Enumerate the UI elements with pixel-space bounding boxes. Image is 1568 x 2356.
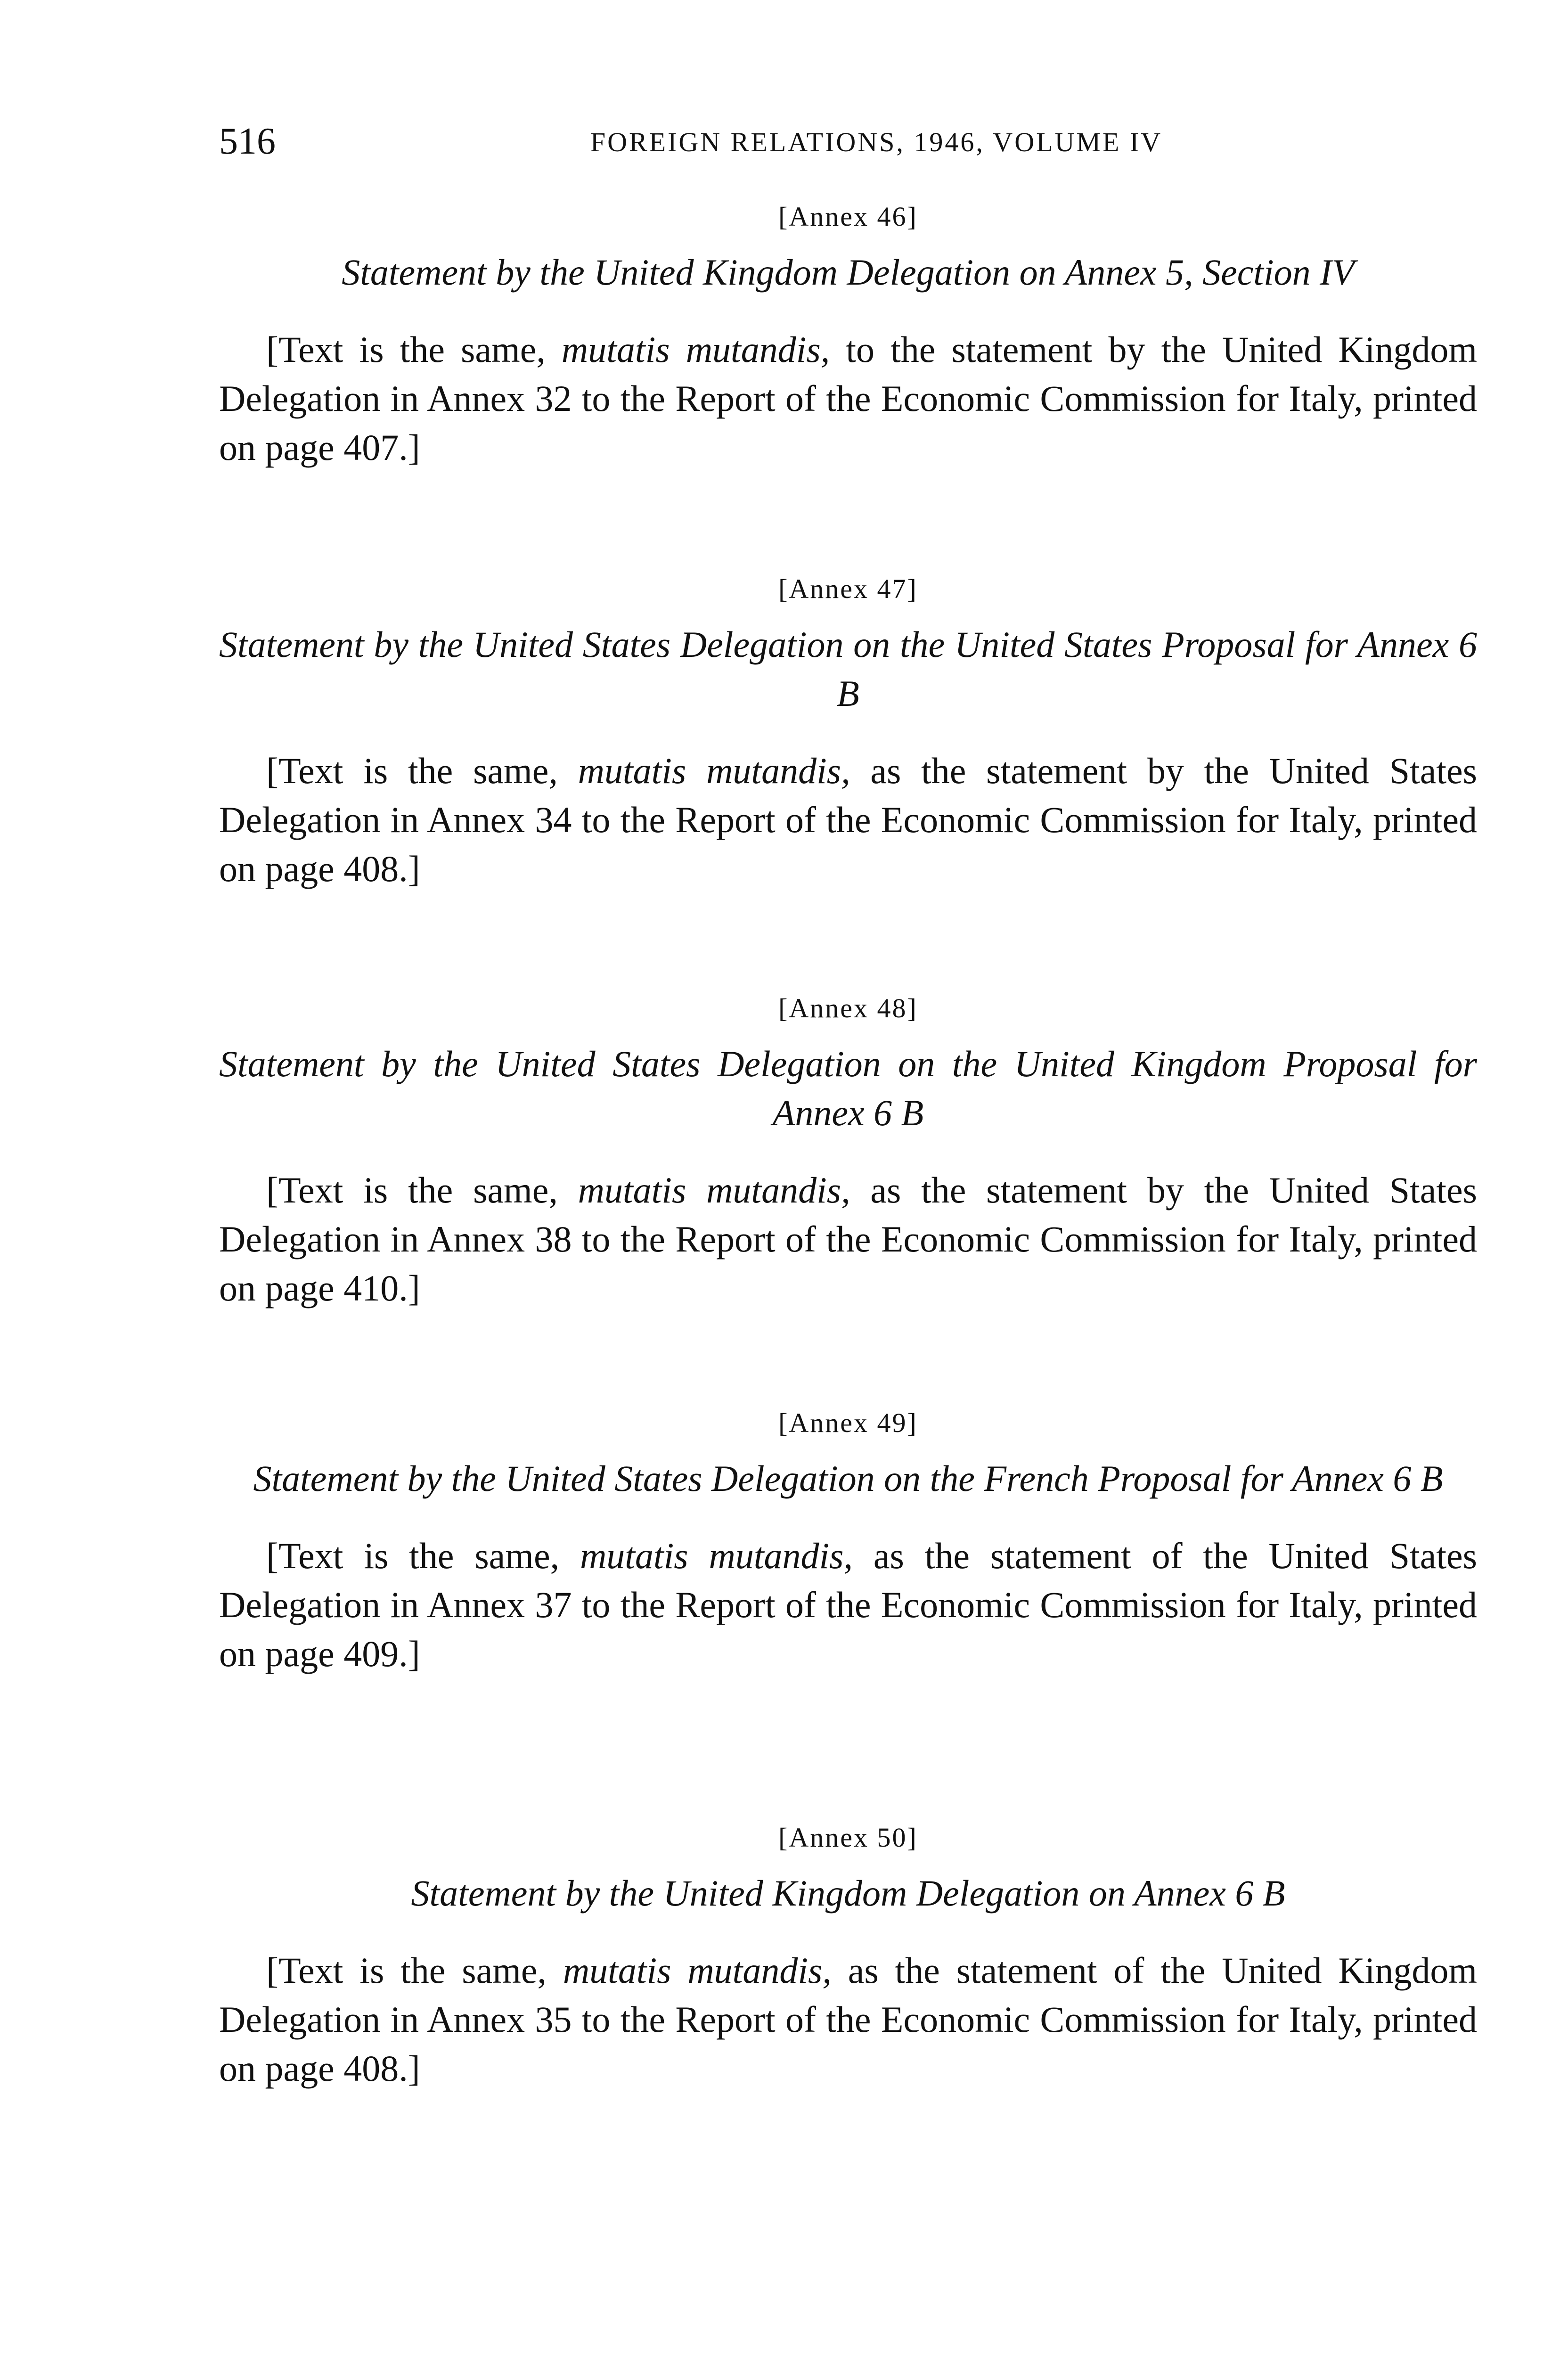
annex-heading: Statement by the United Kingdom Delegation on Annex 5, Section IV [342,252,1355,293]
annex-body-text [219,1166,1477,1313]
annex-text-lead: [Text is the same, [266,1170,558,1211]
page-number: 516 [219,121,276,162]
annex-heading: Statement by the United States Delegation on the United Kingdom Proposal for Annex 6 B [219,1043,1477,1133]
annex-text-italic: mutatis mutandis, [580,1535,853,1576]
annex-text-rest: to the statement by the United Kingdom Delegation in Annex 32 to the Report of the Economic Commission for Italy, printed on page 407.] [219,329,1478,468]
annex-body-text [219,1946,1477,2093]
annex-label: [Annex 47] [778,573,918,604]
annex-47-section [219,570,1477,893]
annex-text-italic: mutatis mutandis, [561,329,830,370]
annex-text-rest: as the statement by the United States Delegation in Annex 34 to the Report of the Economic Commission for Italy, printed on page 408.] [219,750,1478,889]
annex-body-text [219,746,1477,893]
annex-49-section [219,1404,1477,1678]
annex-text-lead: [Text is the same, [266,329,546,370]
annex-label: [Annex 48] [778,993,918,1023]
annex-body-text [219,1531,1477,1678]
annex-text-lead: [Text is the same, [266,1535,560,1576]
annex-body-text [219,325,1477,472]
annex-48-section [219,990,1477,1313]
annex-label: [Annex 49] [778,1407,918,1438]
annex-text-italic: mutatis mutandis, [563,1950,832,1991]
annex-50-section [219,1819,1477,2093]
annex-text-italic: mutatis mutandis, [578,750,850,791]
annex-46-section [219,198,1477,472]
annex-heading: Statement by the United Kingdom Delegation on Annex 6 B [411,1873,1285,1914]
annex-text-rest: as the statement by the United States Delegation in Annex 38 to the Report of the Economic Commission for Italy, printed on page 410.] [219,1170,1478,1309]
annex-heading: Statement by the United States Delegation on the French Proposal for Annex 6 B [253,1458,1443,1499]
annex-heading: Statement by the United States Delegation on the United States Proposal for Annex 6 B [219,624,1477,714]
annex-label: [Annex 50] [778,1822,918,1853]
annex-text-lead: [Text is the same, [266,750,558,791]
running-title: FOREIGN RELATIONS, 1946, VOLUME IV [590,127,1163,157]
running-head [219,118,1477,170]
annex-text-rest: as the statement of the United Kingdom Delegation in Annex 35 to the Report of the Economic Commission for Italy, printed on page 408.] [219,1950,1478,2089]
annex-label: [Annex 46] [778,201,918,232]
annex-text-lead: [Text is the same, [266,1950,547,1991]
annex-text-italic: mutatis mutandis, [578,1170,850,1211]
annex-text-rest: as the statement of the United States Delegation in Annex 37 to the Report of the Economic Commission for Italy, printed on page 409.] [219,1535,1478,1674]
